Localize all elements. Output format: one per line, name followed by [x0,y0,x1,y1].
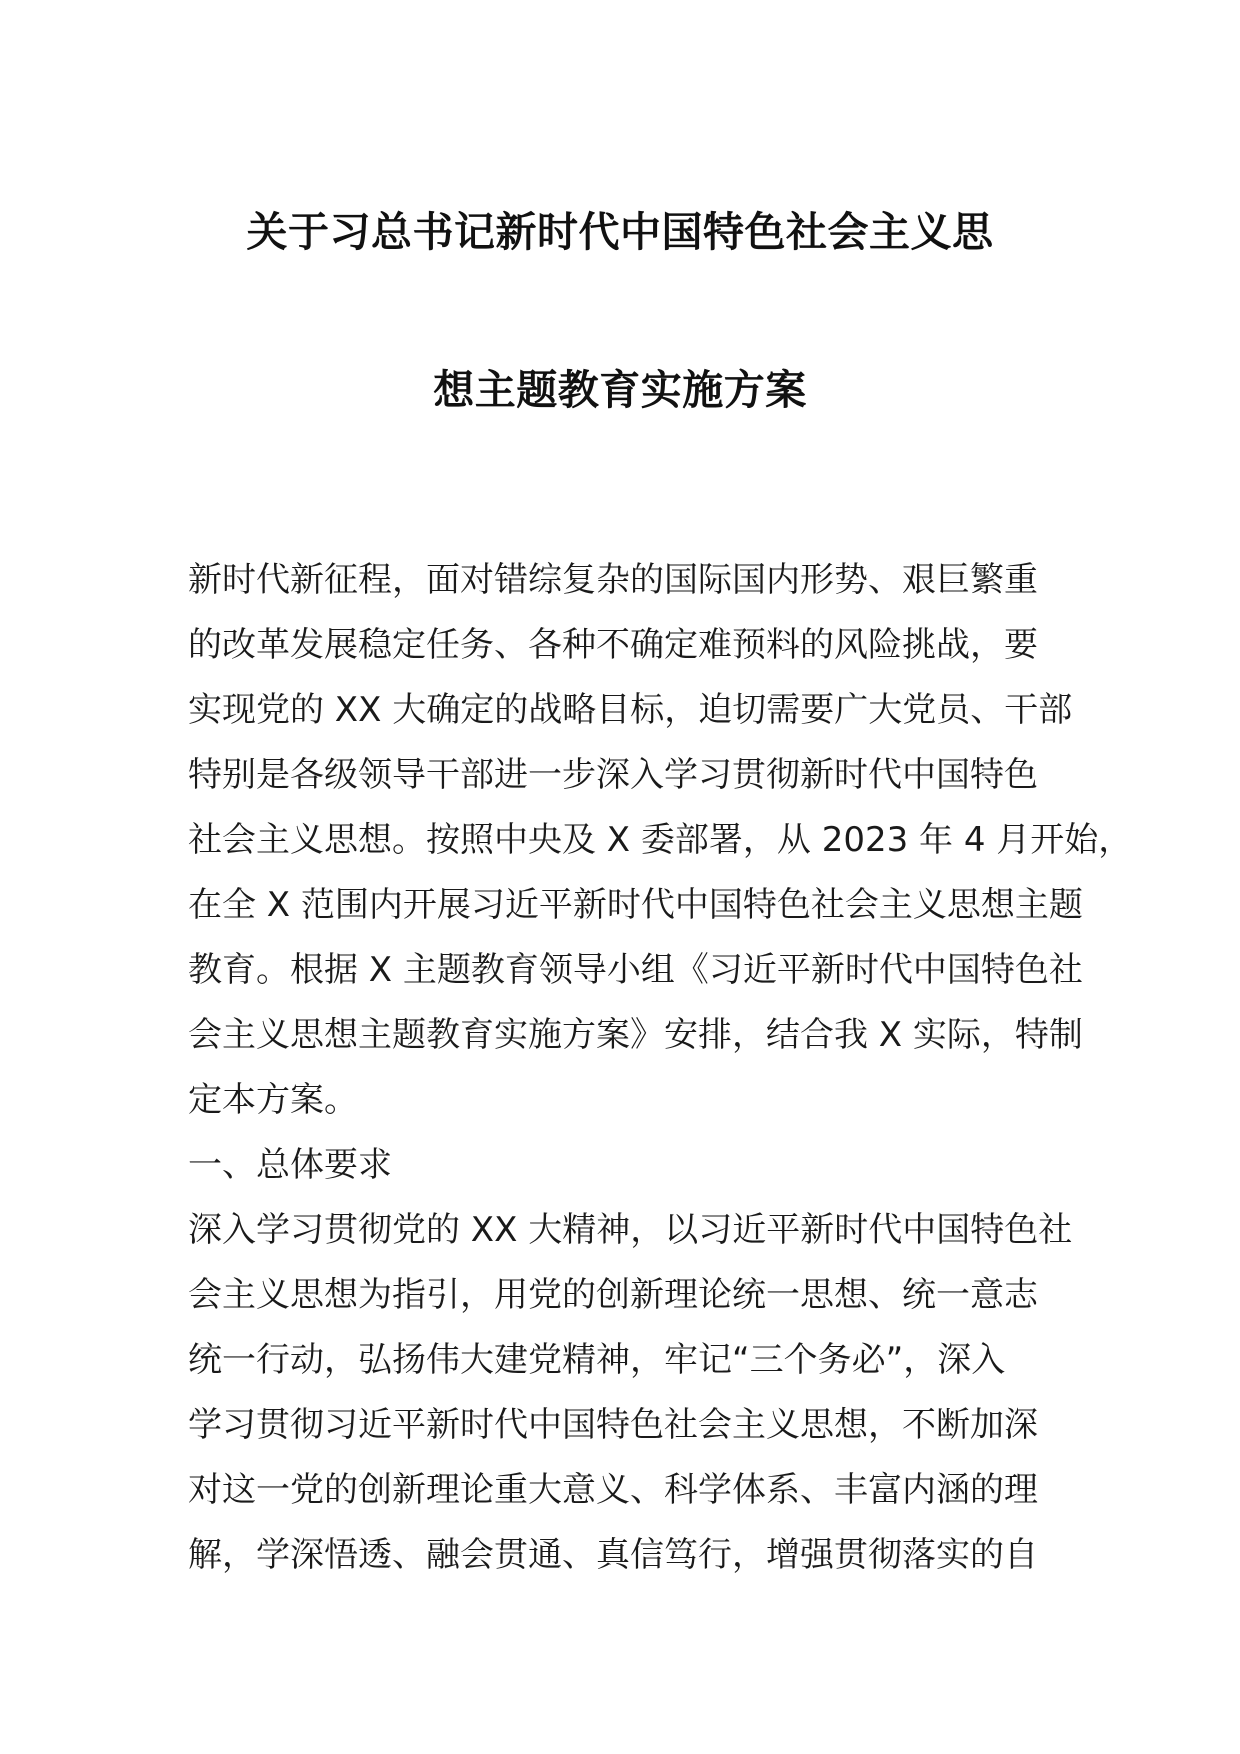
body-line: 深入学习贯彻党的 XX 大精神，以习近平新时代中国特色社 [188,1210,1073,1250]
body-line: 的改革发展稳定任务、各种不确定难预料的风险挑战，要 [188,625,1038,665]
body-line: 实现党的 XX 大确定的战略目标，迫切需要广大党员、干部 [188,690,1073,730]
body-line: 教育。根据 X 主题教育领导小组《习近平新时代中国特色社 [188,950,1083,990]
document-body [188,548,1133,1588]
body-line: 解，学深悟透、融会贯通、真信笃行，增强贯彻落实的自 [188,1535,1038,1575]
body-line: 会主义思想为指引，用党的创新理论统一思想、统一意志 [188,1275,1038,1315]
body-line: 定本方案。 [188,1080,358,1120]
body-line: 学习贯彻习近平新时代中国特色社会主义思想，不断加深 [188,1405,1038,1445]
body-line: 社会主义思想。按照中央及 X 委部署，从 2023 年 4 月开始， [188,820,1133,860]
body-line: 在全 X 范围内开展习近平新时代中国特色社会主义思想主题 [188,885,1083,925]
body-line: 新时代新征程，面对错综复杂的国际国内形势、艰巨繁重 [188,560,1038,600]
body-line: 统一行动，弘扬伟大建党精神，牢记“三个务必”，深入 [188,1340,1006,1380]
section-heading: 一、总体要求 [188,1145,392,1185]
document-title-line-2: 想主题教育实施方案 [433,366,807,414]
document-title-line-1: 关于习总书记新时代中国特色社会主义思 [246,208,994,256]
body-line: 特别是各级领导干部进一步深入学习贯彻新时代中国特色 [188,755,1038,795]
body-line: 对这一党的创新理论重大意义、科学体系、丰富内涵的理 [188,1470,1038,1510]
body-line: 会主义思想主题教育实施方案》安排，结合我 X 实际，特制 [188,1015,1083,1055]
